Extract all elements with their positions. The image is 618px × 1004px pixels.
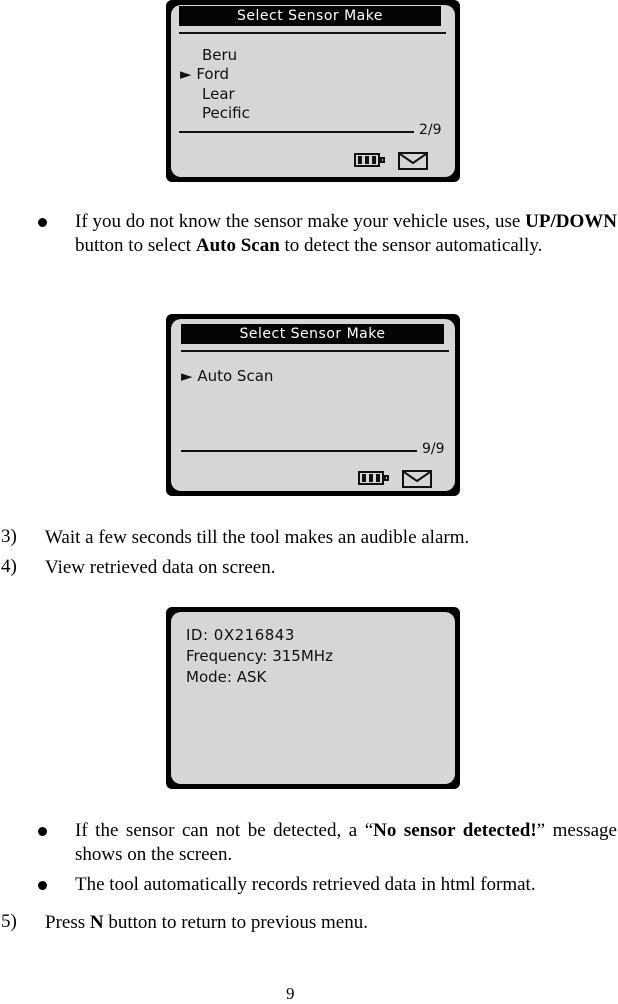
screen-select-sensor-make-2 <box>166 314 460 496</box>
list-item-auto-scan[interactable] <box>181 367 273 385</box>
sensor-id-line: ID: 0X216843 <box>186 626 295 644</box>
footer-rule <box>179 131 414 133</box>
step-number: 5) <box>1 911 17 932</box>
list-item-beru[interactable]: Beru <box>202 46 238 64</box>
screen-title: Select Sensor Make <box>179 6 441 26</box>
step-number: 4) <box>1 556 17 577</box>
title-rule <box>179 32 446 34</box>
page-indicator: 9/9 <box>422 441 445 457</box>
list-item-ford[interactable] <box>180 65 229 83</box>
bullet-text-html-format: The tool automatically records retrieved data in html format. <box>75 874 536 895</box>
step-number: 3) <box>1 526 17 547</box>
cursor-arrow-icon: ► <box>181 367 193 385</box>
list-item-label: Auto Scan <box>197 367 274 385</box>
title-rule <box>181 350 449 352</box>
list-item-pecific[interactable]: Pecific <box>202 104 250 122</box>
cursor-arrow-icon: ► <box>180 65 192 83</box>
bullet-marker <box>38 218 47 227</box>
sensor-mode-line: Mode: ASK <box>186 668 267 686</box>
bullet-text-no-sensor: If the sensor can not be detected, a “No sensor detected!” message shows on the screen. <box>75 820 617 865</box>
footer-rule <box>181 450 417 452</box>
step-5-text: Press N button to return to previous menu. <box>45 912 368 933</box>
up-down-button-label: UP/DOWN <box>525 211 617 232</box>
auto-scan-label: Auto Scan <box>195 235 280 256</box>
mail-icon <box>398 152 428 170</box>
step-4-text: View retrieved data on screen. <box>45 557 276 578</box>
mail-icon <box>402 470 432 488</box>
n-button-label: N <box>89 912 104 933</box>
battery-icon <box>354 153 380 167</box>
page-number: 9 <box>286 984 295 1003</box>
list-item-lear[interactable]: Lear <box>202 85 235 103</box>
page-indicator: 2/9 <box>419 122 442 138</box>
battery-icon <box>358 471 384 485</box>
screen-sensor-data <box>166 607 460 789</box>
bullet-text-auto-scan: If you do not know the sensor make your vehicle uses, use UP/DOWN button to select Auto Scan to detect the sensor automatically. <box>75 211 617 256</box>
sensor-frequency-line: Frequency: 315MHz <box>186 647 333 665</box>
screen-title: Select Sensor Make <box>181 324 444 344</box>
screen-select-sensor-make-1 <box>166 0 460 182</box>
no-sensor-detected-message: No sensor detected! <box>373 820 537 841</box>
bullet-marker <box>38 881 47 890</box>
list-item-label: Ford <box>196 65 230 83</box>
step-3-text: Wait a few seconds till the tool makes an audible alarm. <box>45 527 470 548</box>
bullet-marker <box>38 827 47 836</box>
